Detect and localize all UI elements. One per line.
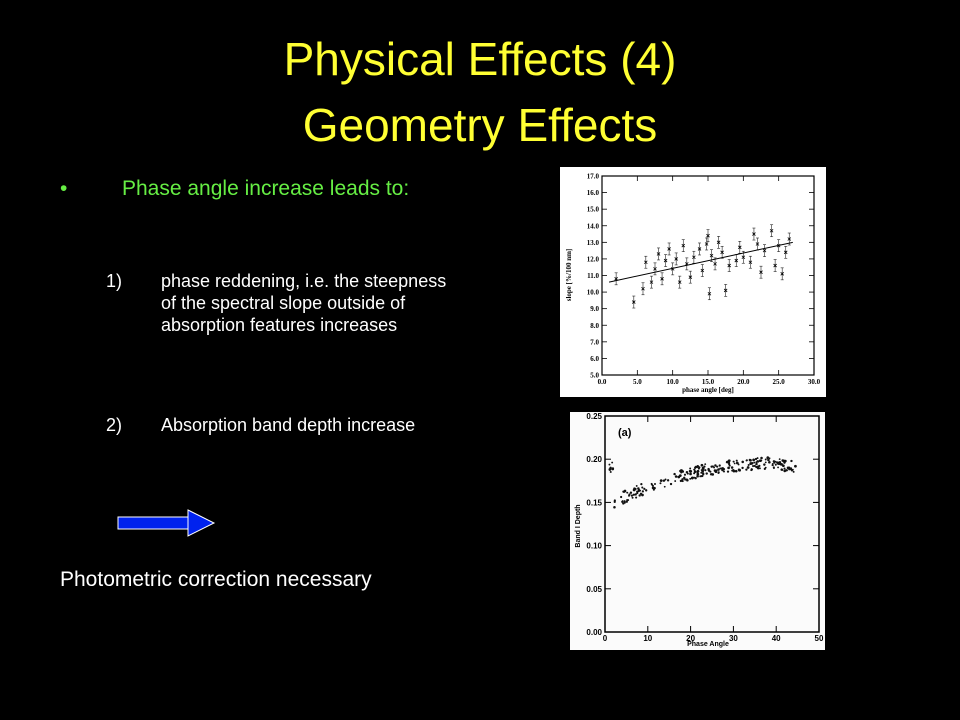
data-point bbox=[624, 490, 627, 493]
slope-chart bbox=[560, 167, 826, 397]
data-point bbox=[680, 471, 682, 473]
data-point bbox=[741, 461, 744, 464]
data-point bbox=[784, 460, 787, 463]
data-point bbox=[641, 283, 644, 295]
data-point bbox=[781, 268, 784, 280]
y-tick-label: 0.25 bbox=[586, 412, 602, 421]
data-point bbox=[620, 496, 622, 498]
y-tick-label: 6.0 bbox=[590, 354, 599, 363]
data-point bbox=[770, 225, 773, 237]
data-point bbox=[768, 461, 771, 464]
data-point bbox=[757, 465, 759, 467]
x-tick-label: 25.0 bbox=[772, 378, 785, 386]
data-point bbox=[654, 263, 657, 275]
data-point bbox=[792, 469, 794, 471]
data-point bbox=[624, 500, 626, 502]
y-tick-label: 13.0 bbox=[586, 238, 599, 247]
data-point bbox=[752, 465, 754, 467]
data-point bbox=[717, 468, 720, 471]
data-point bbox=[703, 466, 705, 468]
data-point bbox=[751, 468, 753, 470]
data-point bbox=[767, 459, 770, 462]
x-tick-label: 10 bbox=[643, 634, 653, 643]
data-point bbox=[715, 470, 718, 473]
slide-title-line1: Physical Effects (4) bbox=[283, 33, 677, 85]
data-point bbox=[673, 473, 675, 475]
data-point bbox=[630, 491, 632, 493]
slope-chart-svg bbox=[560, 167, 826, 397]
data-point bbox=[705, 238, 708, 250]
data-point bbox=[752, 459, 755, 462]
data-point bbox=[635, 497, 637, 499]
data-point bbox=[644, 256, 647, 268]
data-point bbox=[750, 462, 753, 465]
data-point bbox=[685, 258, 688, 270]
data-point bbox=[682, 240, 685, 252]
plot-frame bbox=[605, 416, 819, 632]
bullet-text: Phase angle increase leads to: bbox=[122, 177, 410, 200]
data-point bbox=[779, 458, 781, 460]
y-tick-label: 5.0 bbox=[590, 371, 599, 380]
data-point bbox=[691, 477, 694, 480]
data-point bbox=[780, 468, 783, 471]
y-tick-label: 0.20 bbox=[586, 455, 602, 465]
data-point bbox=[703, 468, 705, 470]
data-point bbox=[794, 465, 797, 468]
x-tick-label: 5.0 bbox=[632, 378, 642, 386]
data-point bbox=[635, 488, 637, 490]
right-arrow-icon bbox=[116, 508, 216, 538]
data-point bbox=[657, 248, 660, 260]
data-point bbox=[636, 485, 638, 487]
data-point bbox=[699, 475, 701, 477]
data-point bbox=[683, 477, 685, 479]
x-axis-label: phase angle [deg] bbox=[682, 386, 734, 394]
data-point bbox=[664, 486, 666, 488]
data-point bbox=[726, 461, 728, 463]
y-tick-label: 16.0 bbox=[586, 189, 599, 198]
data-point bbox=[765, 458, 767, 460]
data-point bbox=[645, 489, 647, 491]
data-point bbox=[717, 236, 720, 248]
data-point bbox=[734, 463, 736, 465]
data-point bbox=[783, 467, 785, 469]
data-point bbox=[705, 472, 707, 474]
data-point bbox=[784, 246, 787, 258]
data-point bbox=[755, 463, 757, 465]
item-text: Absorption band depth increase bbox=[161, 415, 416, 435]
data-point bbox=[736, 460, 738, 462]
data-point bbox=[760, 457, 763, 460]
data-point bbox=[664, 255, 667, 267]
data-point bbox=[735, 470, 738, 473]
data-point bbox=[634, 493, 636, 495]
data-point bbox=[637, 487, 639, 489]
data-point bbox=[611, 462, 613, 464]
data-point bbox=[781, 459, 784, 462]
data-point bbox=[760, 266, 763, 278]
x-tick-label: 20.0 bbox=[737, 378, 750, 386]
data-point bbox=[763, 463, 765, 465]
data-point bbox=[707, 468, 709, 470]
data-point bbox=[749, 256, 752, 268]
data-point bbox=[756, 460, 759, 463]
data-point bbox=[708, 288, 711, 300]
band-depth-chart bbox=[570, 412, 825, 650]
data-point bbox=[713, 467, 715, 469]
data-point bbox=[653, 487, 656, 490]
x-tick-label: 30.0 bbox=[807, 378, 821, 386]
data-point bbox=[733, 461, 735, 463]
data-point bbox=[697, 470, 699, 472]
y-tick-label: 10.0 bbox=[586, 288, 599, 297]
data-point bbox=[753, 462, 755, 464]
data-point bbox=[640, 483, 642, 485]
data-point bbox=[687, 473, 689, 475]
data-point bbox=[670, 483, 672, 485]
data-point bbox=[749, 459, 752, 462]
data-point bbox=[642, 490, 644, 492]
data-point bbox=[613, 506, 616, 509]
data-point bbox=[668, 243, 671, 255]
data-point bbox=[789, 467, 792, 470]
data-point bbox=[686, 478, 688, 480]
data-point bbox=[622, 500, 624, 502]
data-point bbox=[775, 464, 777, 466]
data-point bbox=[615, 273, 618, 285]
data-point bbox=[622, 502, 624, 504]
data-point bbox=[763, 245, 766, 257]
data-point bbox=[643, 488, 645, 490]
data-point bbox=[632, 296, 635, 308]
data-point bbox=[689, 470, 692, 473]
y-tick-label: 0.15 bbox=[586, 498, 602, 508]
data-point bbox=[667, 479, 669, 481]
data-point bbox=[698, 466, 700, 468]
data-point bbox=[728, 260, 731, 272]
data-point bbox=[728, 464, 730, 466]
data-point bbox=[661, 273, 664, 285]
data-point bbox=[773, 466, 775, 468]
data-point bbox=[791, 460, 793, 462]
x-tick-label: 0 bbox=[602, 634, 608, 643]
data-point bbox=[698, 243, 701, 255]
y-tick-label: 14.0 bbox=[586, 222, 599, 231]
data-point bbox=[785, 469, 787, 471]
data-point bbox=[738, 469, 741, 472]
data-point bbox=[710, 465, 712, 467]
data-point bbox=[709, 471, 711, 473]
data-point bbox=[701, 265, 704, 277]
data-point bbox=[651, 484, 653, 486]
bullet-marker: • bbox=[60, 177, 68, 200]
data-point bbox=[748, 464, 750, 466]
data-point bbox=[735, 255, 738, 267]
data-point bbox=[704, 463, 706, 465]
data-point bbox=[700, 472, 702, 474]
data-point bbox=[689, 271, 692, 283]
slide-title-line2: Geometry Effects bbox=[302, 99, 658, 151]
item-text: phase reddening, i.e. the steepness of the spectral slope outside of absorption features increases bbox=[161, 271, 447, 335]
data-point bbox=[714, 464, 716, 466]
data-point bbox=[674, 480, 676, 482]
data-point bbox=[626, 492, 628, 494]
y-tick-label: 11.0 bbox=[587, 272, 599, 280]
data-point bbox=[641, 486, 643, 488]
data-point bbox=[609, 464, 611, 466]
data-point bbox=[778, 463, 780, 465]
photometric-note: Photometric correction necessary bbox=[60, 568, 372, 591]
y-tick-label: 17.0 bbox=[586, 172, 599, 181]
data-point bbox=[752, 228, 755, 240]
y-tick-label: 8.0 bbox=[590, 321, 599, 330]
data-point bbox=[772, 464, 774, 466]
x-tick-label: 30 bbox=[728, 634, 738, 643]
data-point bbox=[701, 464, 704, 467]
data-point bbox=[614, 501, 616, 503]
x-axis-label: Phase Angle bbox=[687, 641, 729, 648]
data-point bbox=[631, 495, 633, 497]
data-point bbox=[711, 473, 714, 476]
data-point bbox=[610, 471, 612, 473]
x-tick-label: 40 bbox=[771, 634, 781, 643]
data-point bbox=[746, 459, 748, 461]
data-point bbox=[611, 468, 614, 471]
data-point bbox=[694, 470, 697, 473]
data-point bbox=[684, 474, 686, 476]
x-tick-label: 10.0 bbox=[666, 378, 679, 386]
data-point bbox=[777, 467, 779, 469]
y-tick-label: 15.0 bbox=[586, 205, 599, 214]
data-point bbox=[702, 473, 704, 475]
data-point bbox=[773, 460, 776, 463]
data-point bbox=[765, 461, 767, 463]
data-point bbox=[663, 480, 665, 482]
data-point bbox=[694, 477, 696, 479]
data-point bbox=[689, 478, 691, 480]
data-point bbox=[660, 479, 663, 482]
data-point bbox=[609, 468, 612, 471]
data-point bbox=[695, 466, 697, 468]
data-point bbox=[675, 475, 678, 478]
y-axis-label: slope [%/100 nm] bbox=[565, 248, 573, 302]
data-point bbox=[677, 476, 680, 479]
data-point bbox=[727, 467, 730, 470]
data-point bbox=[727, 470, 729, 472]
data-point bbox=[719, 464, 721, 466]
data-point bbox=[704, 469, 706, 471]
data-point bbox=[732, 469, 734, 471]
data-point bbox=[793, 471, 795, 473]
data-point bbox=[723, 470, 725, 472]
data-point bbox=[764, 468, 766, 470]
data-point bbox=[632, 497, 634, 499]
data-point bbox=[747, 466, 750, 469]
data-point bbox=[636, 490, 638, 492]
data-point bbox=[707, 230, 710, 242]
data-point bbox=[638, 494, 640, 496]
data-point bbox=[721, 246, 724, 258]
data-point bbox=[738, 241, 741, 253]
band-depth-chart-svg bbox=[570, 412, 825, 650]
y-tick-label: 9.0 bbox=[590, 305, 599, 314]
data-point bbox=[696, 473, 699, 476]
data-point bbox=[626, 499, 628, 501]
data-point bbox=[680, 480, 682, 482]
data-point bbox=[741, 467, 743, 469]
data-point bbox=[787, 467, 790, 470]
data-point bbox=[678, 276, 681, 288]
data-point bbox=[659, 482, 661, 484]
data-point bbox=[675, 253, 678, 265]
item-number: 1) bbox=[106, 271, 123, 291]
data-point bbox=[731, 466, 734, 469]
x-tick-label: 0.0 bbox=[597, 378, 607, 386]
y-axis-label: Band I Depth bbox=[575, 504, 582, 548]
data-point bbox=[760, 460, 762, 462]
y-tick-label: 7.0 bbox=[590, 338, 599, 347]
fit-line bbox=[609, 242, 793, 282]
data-point bbox=[689, 467, 691, 469]
data-point bbox=[776, 461, 778, 463]
x-tick-label: 15.0 bbox=[701, 378, 715, 386]
data-point bbox=[759, 467, 761, 469]
data-point bbox=[779, 461, 781, 463]
y-tick-label: 0.10 bbox=[586, 541, 602, 551]
data-point bbox=[650, 276, 653, 288]
panel-annotation: (a) bbox=[618, 427, 632, 439]
y-tick-label: 0.05 bbox=[586, 584, 602, 594]
y-tick-label: 12.0 bbox=[586, 255, 599, 264]
x-tick-label: 50 bbox=[814, 634, 824, 643]
x-tick-label: 20 bbox=[686, 634, 696, 643]
data-point bbox=[782, 464, 785, 467]
data-point bbox=[756, 238, 759, 250]
data-point bbox=[689, 473, 692, 476]
data-point bbox=[728, 459, 731, 462]
data-point bbox=[718, 471, 720, 473]
data-point bbox=[755, 458, 757, 460]
data-point bbox=[745, 468, 747, 470]
data-point bbox=[724, 284, 727, 296]
item-number: 2) bbox=[106, 415, 123, 435]
y-tick-label: 0.00 bbox=[586, 628, 602, 637]
data-point bbox=[692, 251, 695, 263]
data-point bbox=[654, 483, 656, 485]
data-point bbox=[736, 462, 739, 465]
data-point bbox=[774, 260, 777, 272]
